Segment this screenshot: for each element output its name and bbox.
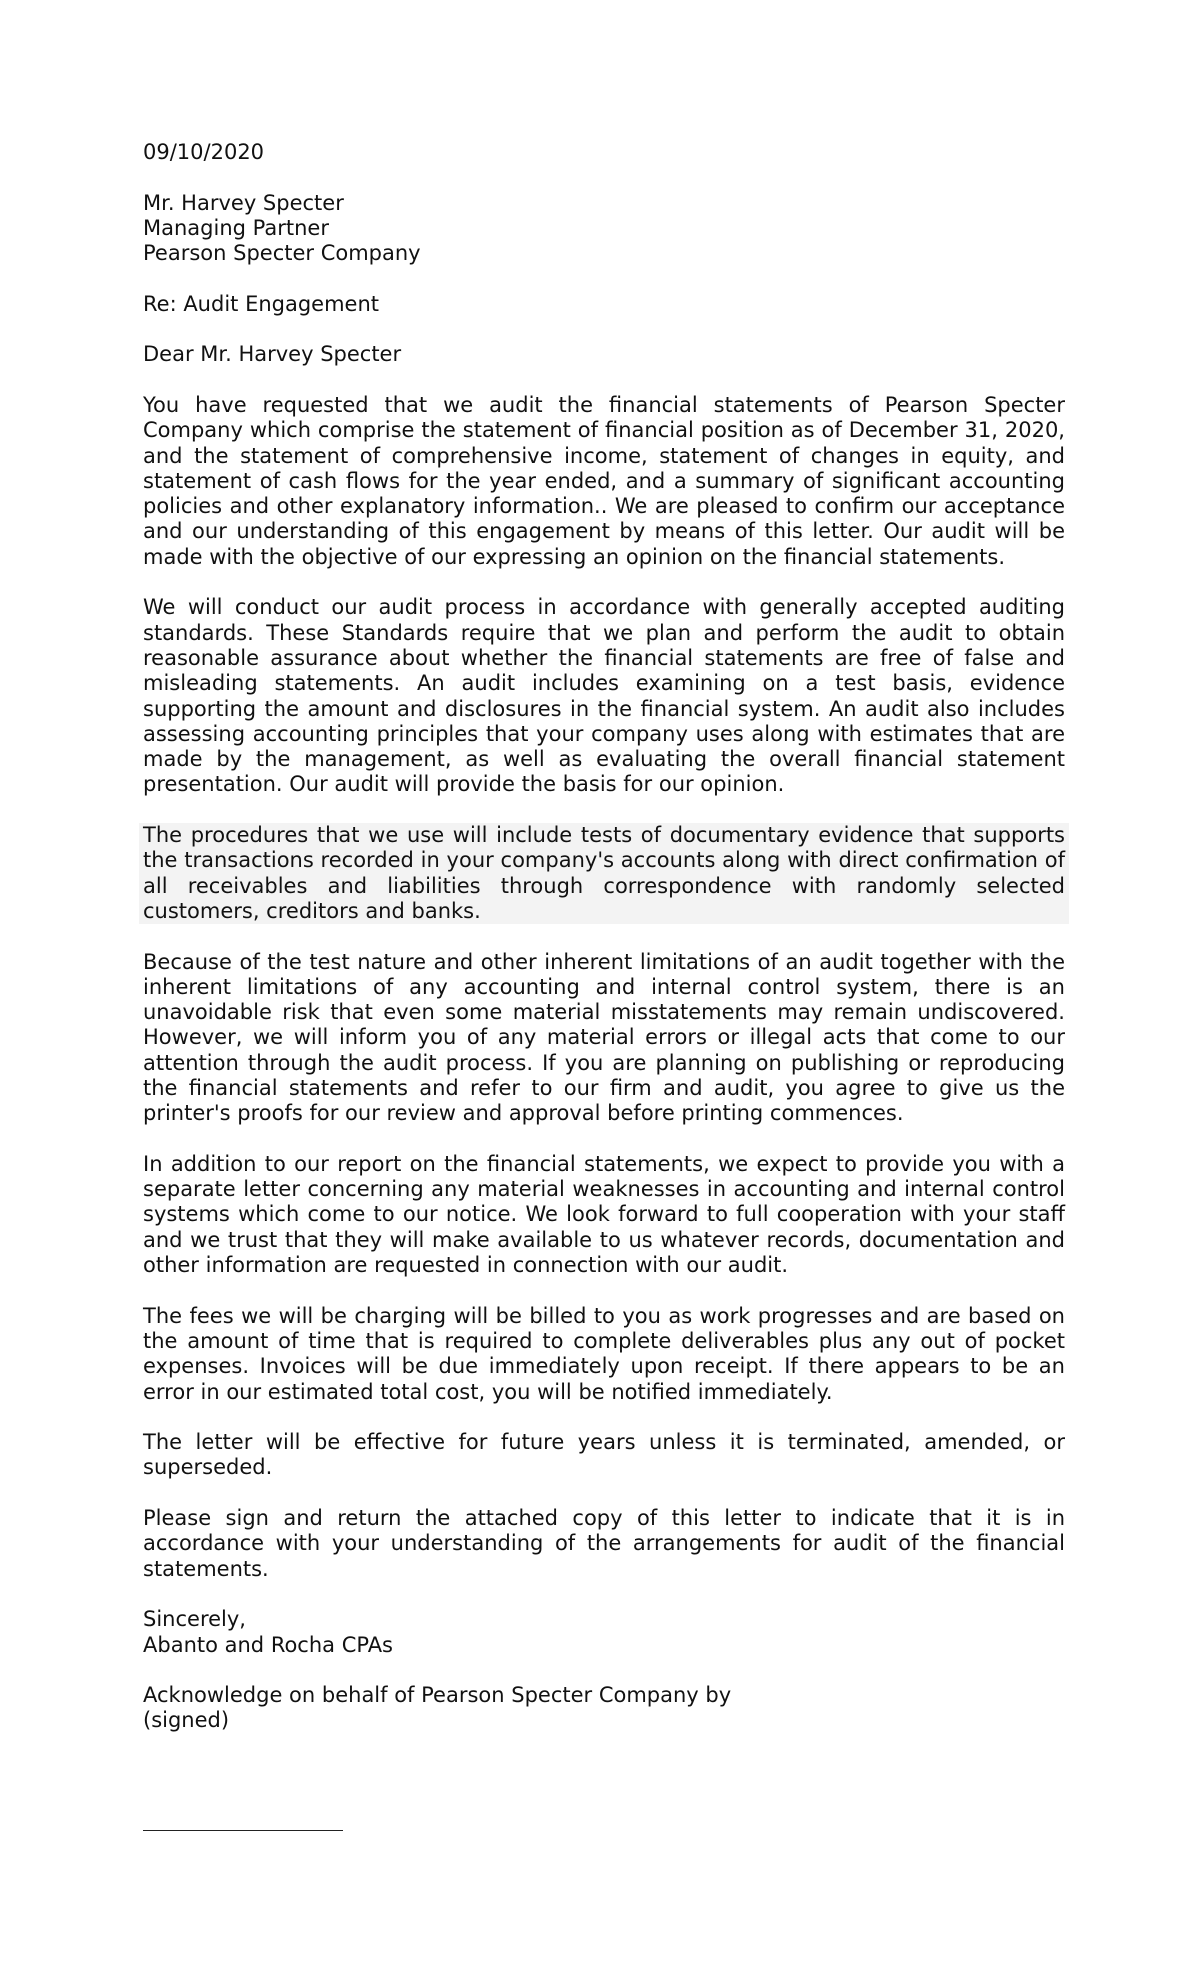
spacer	[143, 317, 1065, 342]
signature-line	[143, 1830, 343, 1831]
spacer	[143, 368, 1065, 393]
paragraph-audit-standards: We will conduct our audit process in accordance with generally accepted auditing standards. These Standards require that we plan and perform the audit to obtain reasonable assurance about whether the financial statements are free of false and misleading statements. An audit includes examining on a test basis, evidence supporting the amount and disclosures in the financial system. An audit also includes assessing accounting principles that your company uses along with estimates that are made by the management, as well as evaluating the overall financial statement presentation. Our audit will provide the basis for our opinion.	[143, 595, 1065, 797]
spacer	[143, 1481, 1065, 1506]
letter-body	[143, 140, 1065, 1734]
paragraph-effective-term: The letter will be effective for future years unless it is terminated, amended, or superseded.	[143, 1430, 1065, 1480]
paragraph-separate-letter: In addition to our report on the financial statements, we expect to provide you with a separate letter concerning any material weaknesses in accounting and internal control systems which come to our notice. We look forward to full cooperation with your staff and we trust that they will make available to us whatever records, documentation and other information are requested in connection with our audit.	[143, 1151, 1065, 1278]
recipient-title: Managing Partner	[143, 215, 329, 240]
acknowledgement-line: Acknowledge on behalf of Pearson Specter Company by	[143, 1683, 732, 1708]
spacer	[143, 1405, 1065, 1430]
spacer	[143, 570, 1065, 595]
spacer	[143, 165, 1065, 190]
paragraph-sign-return: Please sign and return the attached copy of this letter to indicate that it is in accordance with your understanding of the arrangements for audit of the financial statements.	[143, 1506, 1065, 1581]
spacer	[143, 266, 1065, 291]
paragraph-fees: The fees we will be charging will be billed to you as work progresses and are based on the amount of time that is required to complete deliverables plus any out of pocket expenses. Invoices will be due immediately upon receipt. If there appears to be an error in our estimated total cost, you will be notified immediately.	[143, 1303, 1065, 1404]
paragraph-limitations: Because of the test nature and other inherent limitations of an audit together with the inherent limitations of any accounting and internal control system, there is an unavoidable risk that even some material misstatements may remain undiscovered. However, we will inform you of any material errors or illegal acts that come to our attention through the audit process. If you are planning on publishing or reproducing the financial statements and refer to our firm and audit, you agree to give us the printer's proofs for our review and approval before printing commences.	[143, 949, 1065, 1126]
subject-line: Re: Audit Engagement	[143, 291, 380, 316]
signed-note: (signed)	[143, 1708, 230, 1733]
spacer	[143, 924, 1065, 949]
recipient-company: Pearson Specter Company	[143, 241, 421, 266]
spacer	[143, 1127, 1065, 1152]
recipient-name: Mr. Harvey Specter	[143, 190, 344, 215]
spacer	[143, 798, 1065, 823]
spacer	[143, 1582, 1065, 1607]
paragraph-engagement-request: You have requested that we audit the financial statements of Pearson Specter Company which comprise the statement of financial position as of December 31, 2020, and the statement of comprehensive income, statement of changes in equity, and statement of cash flows for the year ended, and a summary of significant accounting policies and other explanatory information.. We are pleased to confirm our acceptance and our understanding of this engagement by means of this letter. Our audit will be made with the objective of our expressing an opinion on the financial statements.	[143, 392, 1065, 569]
spacer	[143, 1658, 1065, 1683]
spacer	[143, 1278, 1065, 1303]
sender-name: Abanto and Rocha CPAs	[143, 1632, 394, 1657]
salutation: Dear Mr. Harvey Specter	[143, 342, 402, 367]
paragraph-procedures: The procedures that we use will include tests of documentary evidence that supports the transactions recorded in your company's accounts along with direct confirmation of all receivables and liabilities through correspondence with randomly selected customers, creditors and banks.	[139, 823, 1069, 924]
letter-date: 09/10/2020	[143, 140, 265, 164]
closing: Sincerely,	[143, 1607, 246, 1632]
